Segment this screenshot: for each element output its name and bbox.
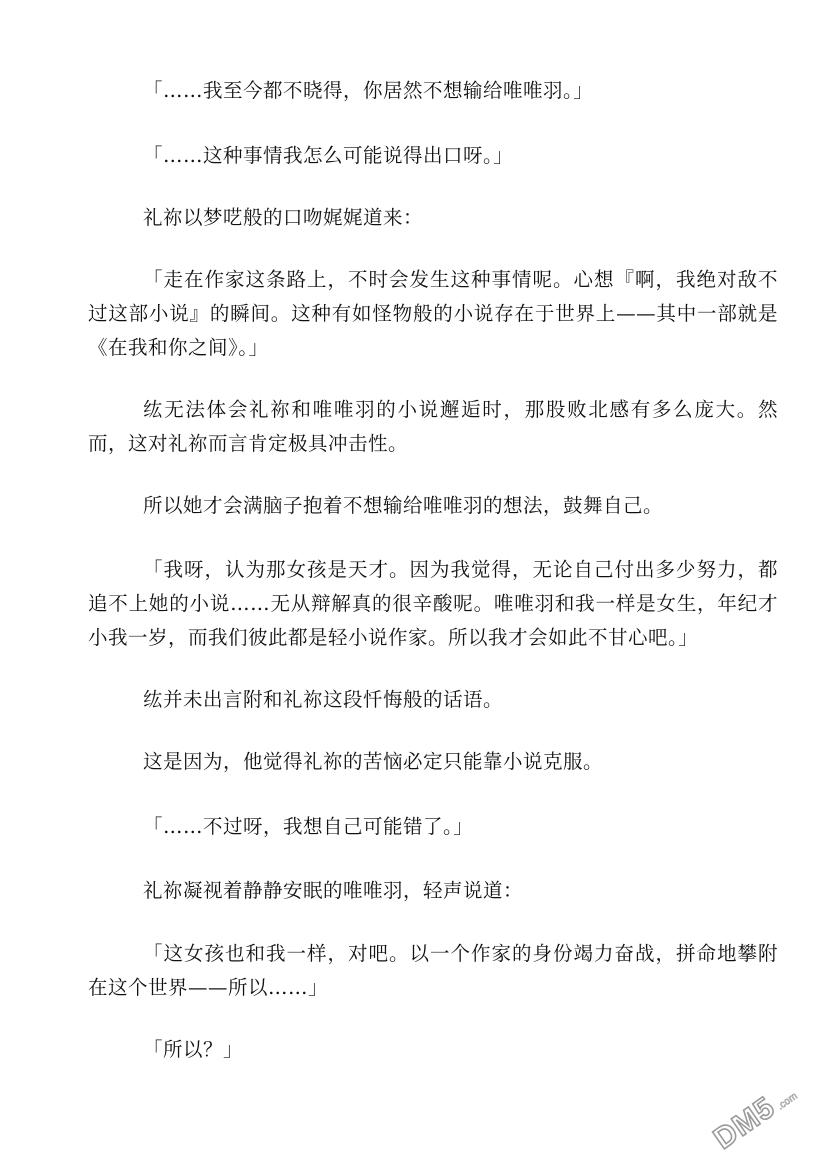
paragraph-3: 礼祢以梦呓般的口吻娓娓道来：	[143, 206, 424, 229]
paragraph-4: 「走在作家这条路上，不时会发生这种事情呢。心想『啊，我绝对敌不过这部小说』的瞬间。这种有如怪物般的小说存在于世界上——其中一部就是《在我和你之间》。」	[88, 268, 778, 359]
paragraph-9: 这是因为，他觉得礼祢的苦恼必定只能靠小说克服。	[143, 750, 604, 773]
dm5-logo-watermark	[700, 1069, 810, 1159]
paragraph-8: 纮并未出言附和礼祢这段忏悔般的话语。	[143, 688, 504, 711]
paragraph-5: 纮无法体会礼祢和唯唯羽的小说邂逅时，那股败北感有多么庞大。然而，这对礼祢而言肯定极具冲击性。	[88, 398, 778, 455]
watermark-domain: .com	[775, 1090, 800, 1113]
paragraph-7: 「我呀，认为那女孩是天才。因为我觉得，无论自己付出多少努力，都追不上她的小说……无从辩解真的很辛酸呢。唯唯羽和我一样是女生，年纪才小我一岁，而我们彼此都是轻小说作家。所以我才会如此不甘心吧。」	[88, 558, 778, 649]
watermark-text: DM5	[707, 1090, 782, 1156]
paragraph-11: 礼祢凝视着静静安眠的唯唯羽，轻声说道：	[143, 879, 524, 902]
watermark-graphic	[700, 1069, 810, 1159]
paragraph-10: 「……不过呀，我想自己可能错了。」	[143, 815, 474, 838]
paragraph-13: 「所以？」	[143, 1038, 244, 1061]
paragraph-6: 所以她才会满脑子抱着不想输给唯唯羽的想法，鼓舞自己。	[143, 494, 664, 517]
paragraph-12: 「这女孩也和我一样，对吧。以一个作家的身份竭力奋战，拼命地攀附在这个世界——所以……」	[88, 942, 778, 999]
paragraph-2: 「……这种事情我怎么可能说得出口呀。」	[143, 144, 514, 167]
paragraph-1: 「……我至今都不晓得，你居然不想输给唯唯羽。」	[143, 79, 594, 102]
